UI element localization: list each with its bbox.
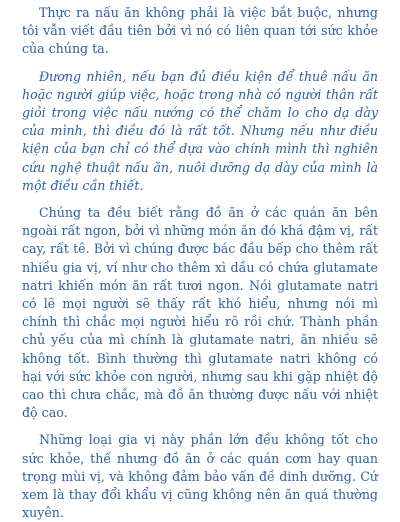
paragraph-3: Chúng ta đều biết rằng đồ ăn ở các quán ăn bên ngoài rất ngon, bởi vì những món ăn đó khá đậm vị, rất cay, rất tê. Bởi vì chúng được bác đầu bếp cho thêm rất nhiều gia vị, ví như cho thêm xì dầu có chứa glutamate natri khiến món ăn rất tươi ngon. Nói glutamate natri có lẽ mọi người sẽ thấy rất khó hiểu, nhưng nói mì chính thì chắc mọi người hiểu rõ rồi chứ. Thành phần chủ yếu của mì chính là glutamate natri, ăn nhiều sẽ không tốt. Bình thường thì glutamate natri không có hại với sức khỏe con người, nhưng sau khi gặp nhiệt độ cao thì chưa chắc, mà đồ ăn thường được nấu với nhiệt độ cao. (22, 205, 378, 421)
paragraph-4: Những loại gia vị này phần lớn đều không tốt cho sức khỏe, thế nhưng đồ ăn ở các quán cơm hay quan trọng mùi vị, và không đảm bảo vấn đề dinh dưỡng. Cứ xem là thay đổi khẩu vị cũng không nên ăn quá thường xuyên. (22, 432, 378, 521)
paragraph-2: Đương nhiên, nếu bạn đủ điều kiện để thuê nấu ăn hoặc người giúp việc, hoặc trong nhà có người thân rất giỏi trong việc nấu nướng có thể chăm lo cho dạ dày của mình, thì điều đó là rất tốt. Nhưng nếu như điều kiện của bạn chỉ có thể dựa vào chính mình thì nghiên cứu nghệ thuật nấu ăn, nuôi dưỡng dạ dày của mình là một điều cần thiết. (22, 68, 378, 193)
paragraph-1: Thực ra nấu ăn không phải là việc bắt buộc, nhưng tôi vẫn viết đầu tiên bởi vì nó có liên quan tới sức khỏe của chúng ta. (22, 5, 378, 57)
